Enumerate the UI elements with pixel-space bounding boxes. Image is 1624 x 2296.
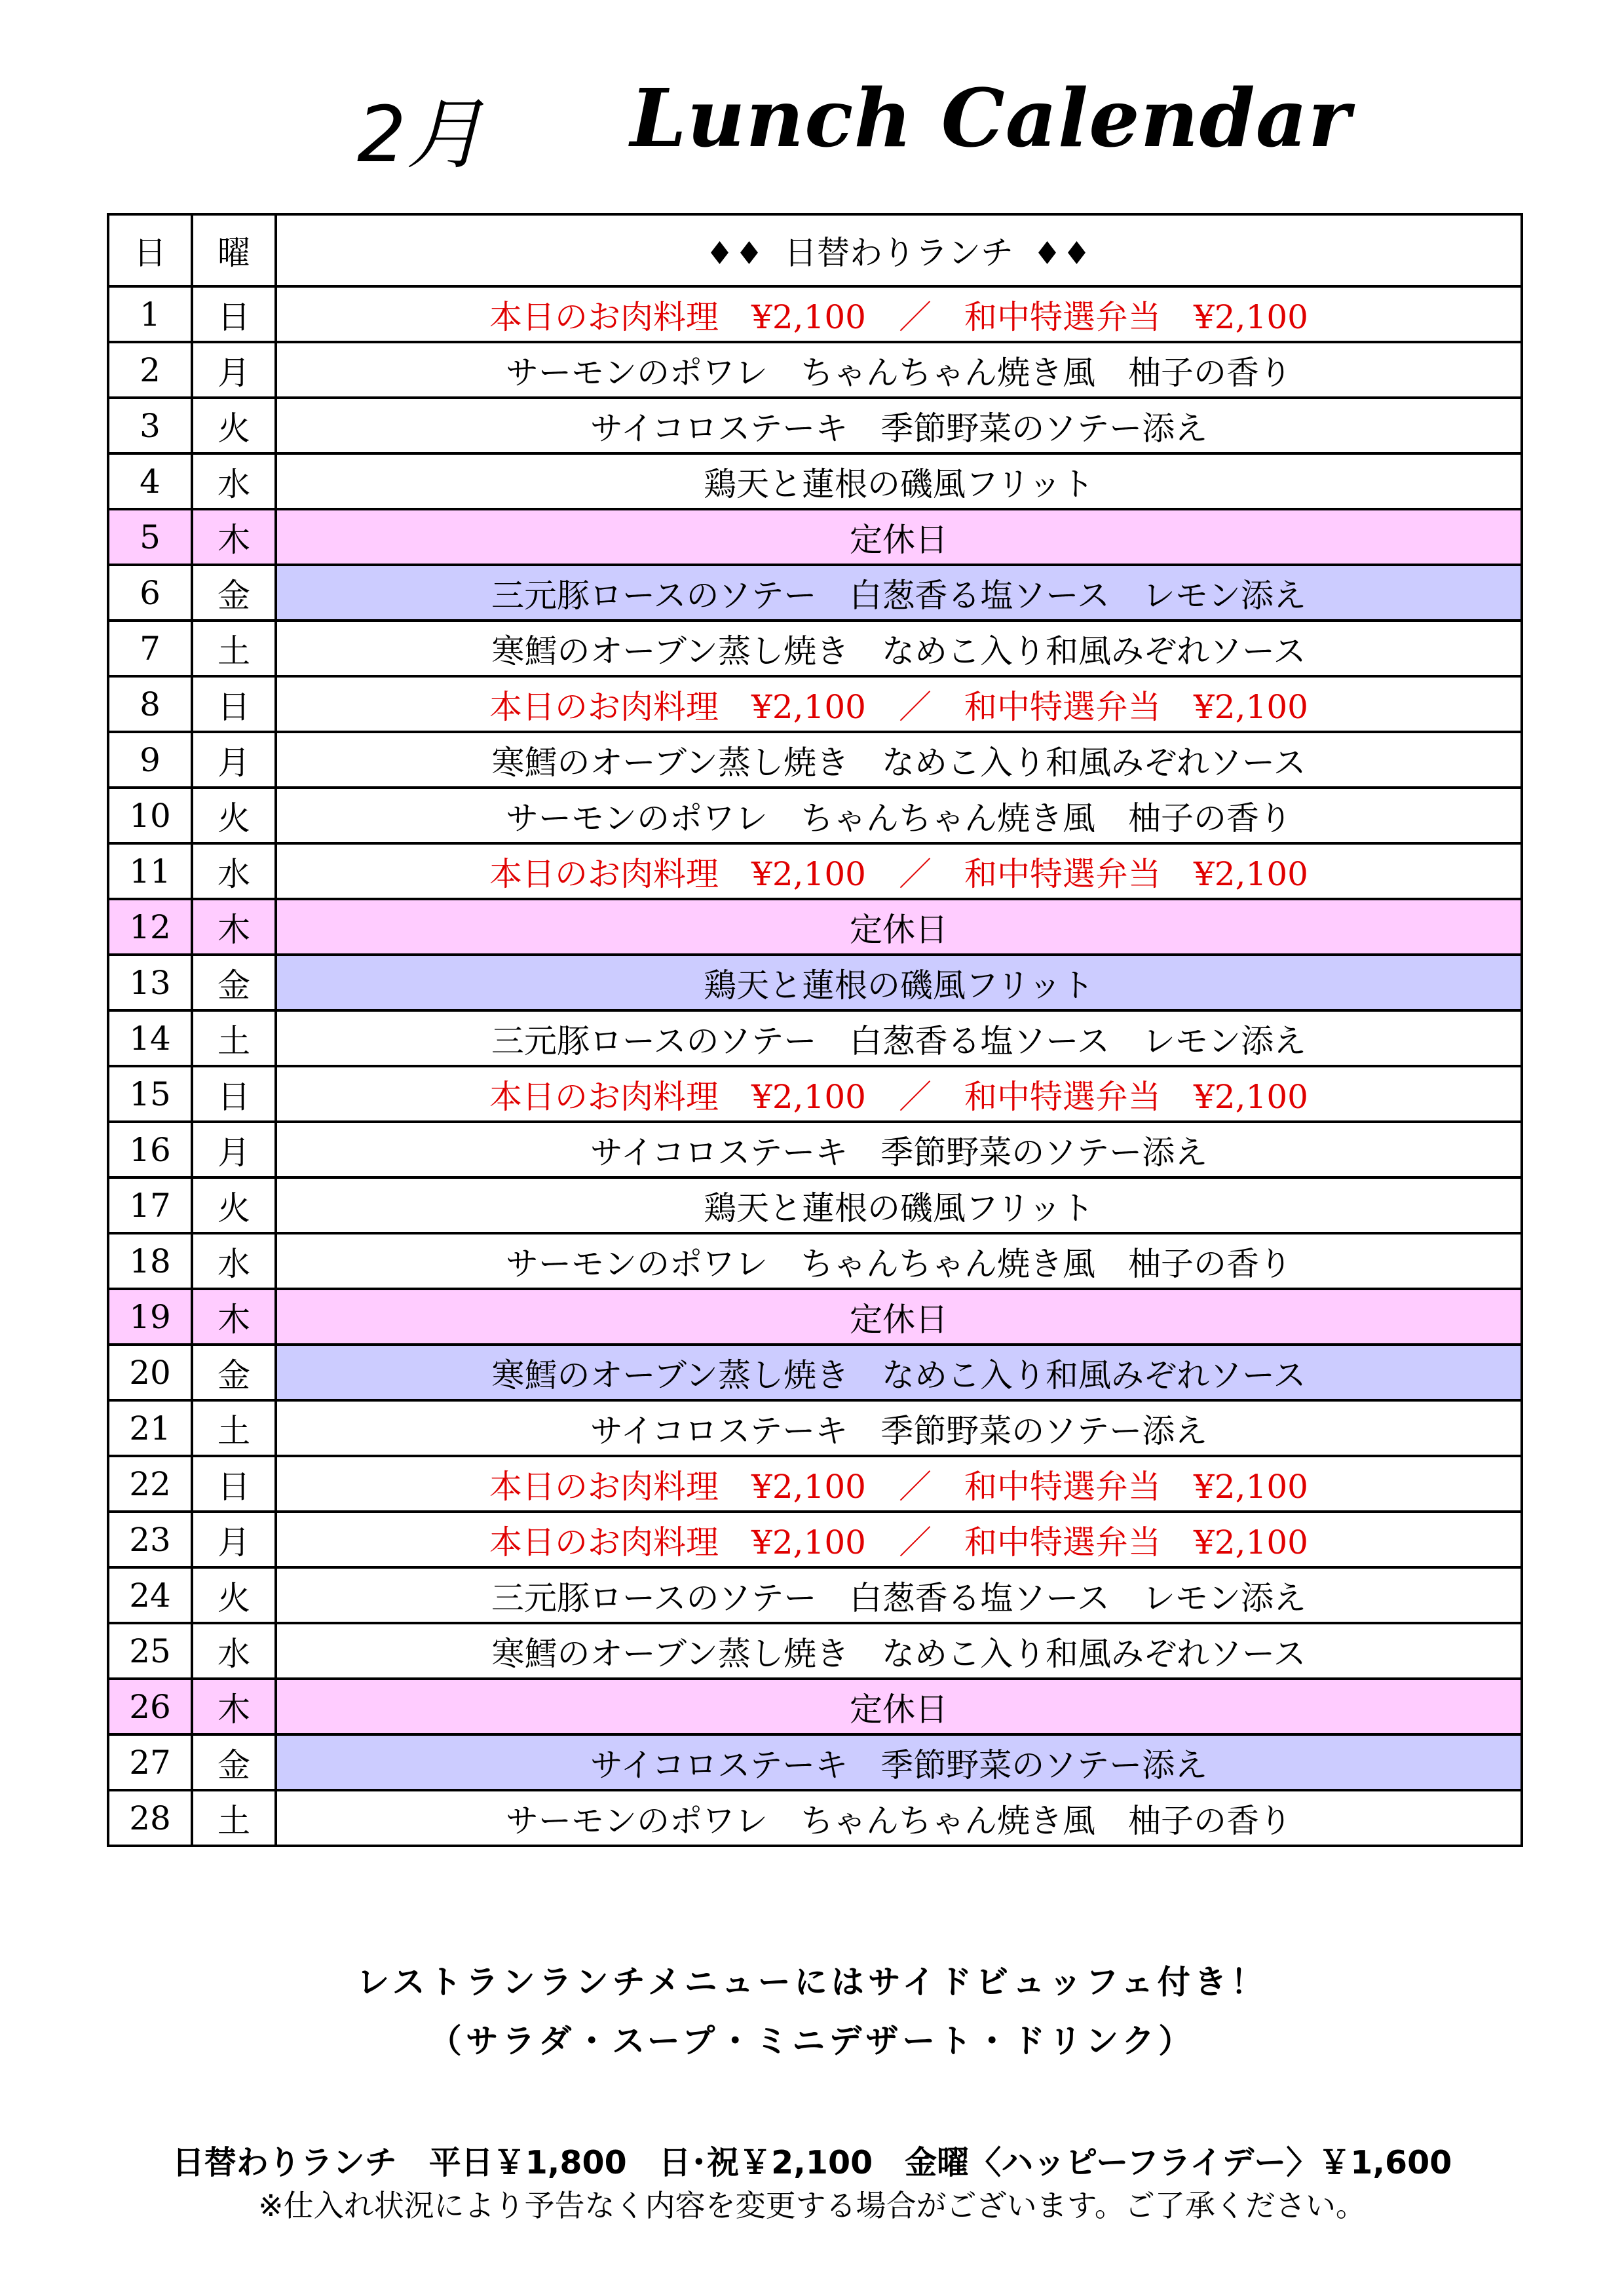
day-cell: 14 — [108, 1010, 192, 1066]
weekday-cell: 土 — [192, 1010, 276, 1066]
menu-cell: 本日のお肉料理 ¥2,100 ／ 和中特選弁当 ¥2,100 — [276, 1456, 1522, 1512]
table-header-row — [108, 214, 1522, 286]
menu-cell: 鶏天と蓮根の磯風フリット — [276, 1177, 1522, 1233]
menu-cell: 寒鱈のオーブン蒸し焼き なめこ入り和風みぞれソース — [276, 1623, 1522, 1679]
menu-cell: サーモンのポワレ ちゃんちゃん焼き風 柚子の香り — [276, 1233, 1522, 1289]
day-cell: 24 — [108, 1567, 192, 1623]
weekday-cell: 木 — [192, 509, 276, 565]
menu-cell: サーモンのポワレ ちゃんちゃん焼き風 柚子の香り — [276, 1790, 1522, 1846]
table-row — [108, 509, 1522, 565]
menu-cell: 寒鱈のオーブン蒸し焼き なめこ入り和風みぞれソース — [276, 1345, 1522, 1400]
menu-cell: 定休日 — [276, 899, 1522, 955]
header-day: 日 — [108, 214, 192, 286]
day-cell: 11 — [108, 843, 192, 899]
weekday-cell: 日 — [192, 676, 276, 732]
day-cell: 2 — [108, 342, 192, 398]
weekday-cell: 火 — [192, 1177, 276, 1233]
day-cell: 17 — [108, 1177, 192, 1233]
table-row — [108, 342, 1522, 398]
menu-cell: 定休日 — [276, 1289, 1522, 1345]
weekday-cell: 金 — [192, 955, 276, 1010]
table-row — [108, 1679, 1522, 1734]
table-row — [108, 1734, 1522, 1790]
weekday-cell: 火 — [192, 1567, 276, 1623]
weekday-cell: 木 — [192, 1289, 276, 1345]
weekday-cell: 火 — [192, 788, 276, 843]
menu-cell: 本日のお肉料理 ¥2,100 ／ 和中特選弁当 ¥2,100 — [276, 843, 1522, 899]
table-row — [108, 453, 1522, 509]
table-row — [108, 1066, 1522, 1122]
weekday-cell: 水 — [192, 1623, 276, 1679]
weekday-cell: 金 — [192, 565, 276, 621]
weekday-cell: 土 — [192, 1400, 276, 1456]
menu-cell: 定休日 — [276, 1679, 1522, 1734]
day-cell: 3 — [108, 398, 192, 453]
day-cell: 6 — [108, 565, 192, 621]
diamond-icon-left: ♦♦ — [705, 235, 765, 272]
menu-cell: サイコロステーキ 季節野菜のソテー添え — [276, 1122, 1522, 1177]
menu-cell: 三元豚ロースのソテー 白葱香る塩ソース レモン添え — [276, 1010, 1522, 1066]
table-row — [108, 1400, 1522, 1456]
weekday-cell: 土 — [192, 621, 276, 676]
day-cell: 12 — [108, 899, 192, 955]
weekday-cell: 土 — [192, 1790, 276, 1846]
day-cell: 9 — [108, 732, 192, 788]
day-cell: 13 — [108, 955, 192, 1010]
weekday-cell: 金 — [192, 1734, 276, 1790]
day-cell: 21 — [108, 1400, 192, 1456]
day-cell: 25 — [108, 1623, 192, 1679]
day-cell: 15 — [108, 1066, 192, 1122]
day-cell: 20 — [108, 1345, 192, 1400]
day-cell: 19 — [108, 1289, 192, 1345]
weekday-cell: 水 — [192, 1233, 276, 1289]
menu-cell: 本日のお肉料理 ¥2,100 ／ 和中特選弁当 ¥2,100 — [276, 676, 1522, 732]
weekday-cell: 火 — [192, 398, 276, 453]
table-row — [108, 1345, 1522, 1400]
table-row — [108, 1010, 1522, 1066]
day-cell: 4 — [108, 453, 192, 509]
day-cell: 23 — [108, 1512, 192, 1567]
weekday-cell: 金 — [192, 1345, 276, 1400]
title-text: Lunch Calendar — [630, 71, 1351, 165]
day-cell: 7 — [108, 621, 192, 676]
header-menu — [276, 214, 1522, 286]
menu-cell: 定休日 — [276, 509, 1522, 565]
weekday-cell: 月 — [192, 1122, 276, 1177]
table-row — [108, 955, 1522, 1010]
menu-cell: 鶏天と蓮根の磯風フリット — [276, 955, 1522, 1010]
table-row — [108, 676, 1522, 732]
table-row — [108, 788, 1522, 843]
table-row — [108, 1177, 1522, 1233]
price-note: 日替わりランチ 平日￥1,800 日･祝￥2,100 金曜〈ハッピーフライデー〉￥1,600 — [172, 2144, 1452, 2181]
table-row — [108, 398, 1522, 453]
table-row — [108, 565, 1522, 621]
calendar-body — [108, 286, 1522, 1846]
table-row — [108, 286, 1522, 342]
menu-cell: 寒鱈のオーブン蒸し焼き なめこ入り和風みぞれソース — [276, 621, 1522, 676]
diamond-icon-right: ♦♦ — [1033, 235, 1093, 272]
weekday-cell: 水 — [192, 843, 276, 899]
menu-cell: サイコロステーキ 季節野菜のソテー添え — [276, 1734, 1522, 1790]
buffet-note: レストランランチメニューにはサイドビュッフェ付き！ — [356, 1963, 1268, 2001]
weekday-cell: 月 — [192, 342, 276, 398]
menu-cell: 本日のお肉料理 ¥2,100 ／ 和中特選弁当 ¥2,100 — [276, 286, 1522, 342]
table-row — [108, 1456, 1522, 1512]
day-cell: 10 — [108, 788, 192, 843]
day-cell: 27 — [108, 1734, 192, 1790]
weekday-cell: 日 — [192, 286, 276, 342]
table-row — [108, 1289, 1522, 1345]
table-row — [108, 1233, 1522, 1289]
table-row — [108, 621, 1522, 676]
day-cell: 26 — [108, 1679, 192, 1734]
title-month: 2月 — [357, 89, 484, 180]
weekday-cell: 水 — [192, 453, 276, 509]
day-cell: 16 — [108, 1122, 192, 1177]
disclaimer-note: ※仕入れ状況により予告なく内容を変更する場合がございます。ご了承ください。 — [258, 2188, 1366, 2223]
menu-cell: 寒鱈のオーブン蒸し焼き なめこ入り和風みぞれソース — [276, 732, 1522, 788]
table-row — [108, 1122, 1522, 1177]
menu-cell: サイコロステーキ 季節野菜のソテー添え — [276, 1400, 1522, 1456]
table-row — [108, 1790, 1522, 1846]
weekday-cell: 月 — [192, 1512, 276, 1567]
table-row — [108, 732, 1522, 788]
weekday-cell: 日 — [192, 1456, 276, 1512]
weekday-cell: 日 — [192, 1066, 276, 1122]
table-row — [108, 1567, 1522, 1623]
menu-cell: 本日のお肉料理 ¥2,100 ／ 和中特選弁当 ¥2,100 — [276, 1512, 1522, 1567]
table-row — [108, 1512, 1522, 1567]
page-title — [0, 66, 1624, 180]
day-cell: 5 — [108, 509, 192, 565]
day-cell: 22 — [108, 1456, 192, 1512]
table-row — [108, 1623, 1522, 1679]
table-row — [108, 899, 1522, 955]
menu-cell: 本日のお肉料理 ¥2,100 ／ 和中特選弁当 ¥2,100 — [276, 1066, 1522, 1122]
weekday-cell: 木 — [192, 1679, 276, 1734]
buffet-items-note: （サラダ・スープ・ミニデザート・ドリンク） — [428, 2022, 1196, 2060]
weekday-cell: 木 — [192, 899, 276, 955]
menu-cell: サーモンのポワレ ちゃんちゃん焼き風 柚子の香り — [276, 788, 1522, 843]
header-menu-label: 日替わりランチ — [784, 234, 1013, 272]
menu-cell: サーモンのポワレ ちゃんちゃん焼き風 柚子の香り — [276, 342, 1522, 398]
day-cell: 1 — [108, 286, 192, 342]
table-row — [108, 843, 1522, 899]
header-weekday: 曜 — [192, 214, 276, 286]
day-cell: 28 — [108, 1790, 192, 1846]
menu-cell: サイコロステーキ 季節野菜のソテー添え — [276, 398, 1522, 453]
menu-cell: 三元豚ロースのソテー 白葱香る塩ソース レモン添え — [276, 565, 1522, 621]
weekday-cell: 月 — [192, 732, 276, 788]
menu-cell: 三元豚ロースのソテー 白葱香る塩ソース レモン添え — [276, 1567, 1522, 1623]
day-cell: 8 — [108, 676, 192, 732]
day-cell: 18 — [108, 1233, 192, 1289]
lunch-calendar-table — [107, 213, 1523, 1847]
menu-cell: 鶏天と蓮根の磯風フリット — [276, 453, 1522, 509]
